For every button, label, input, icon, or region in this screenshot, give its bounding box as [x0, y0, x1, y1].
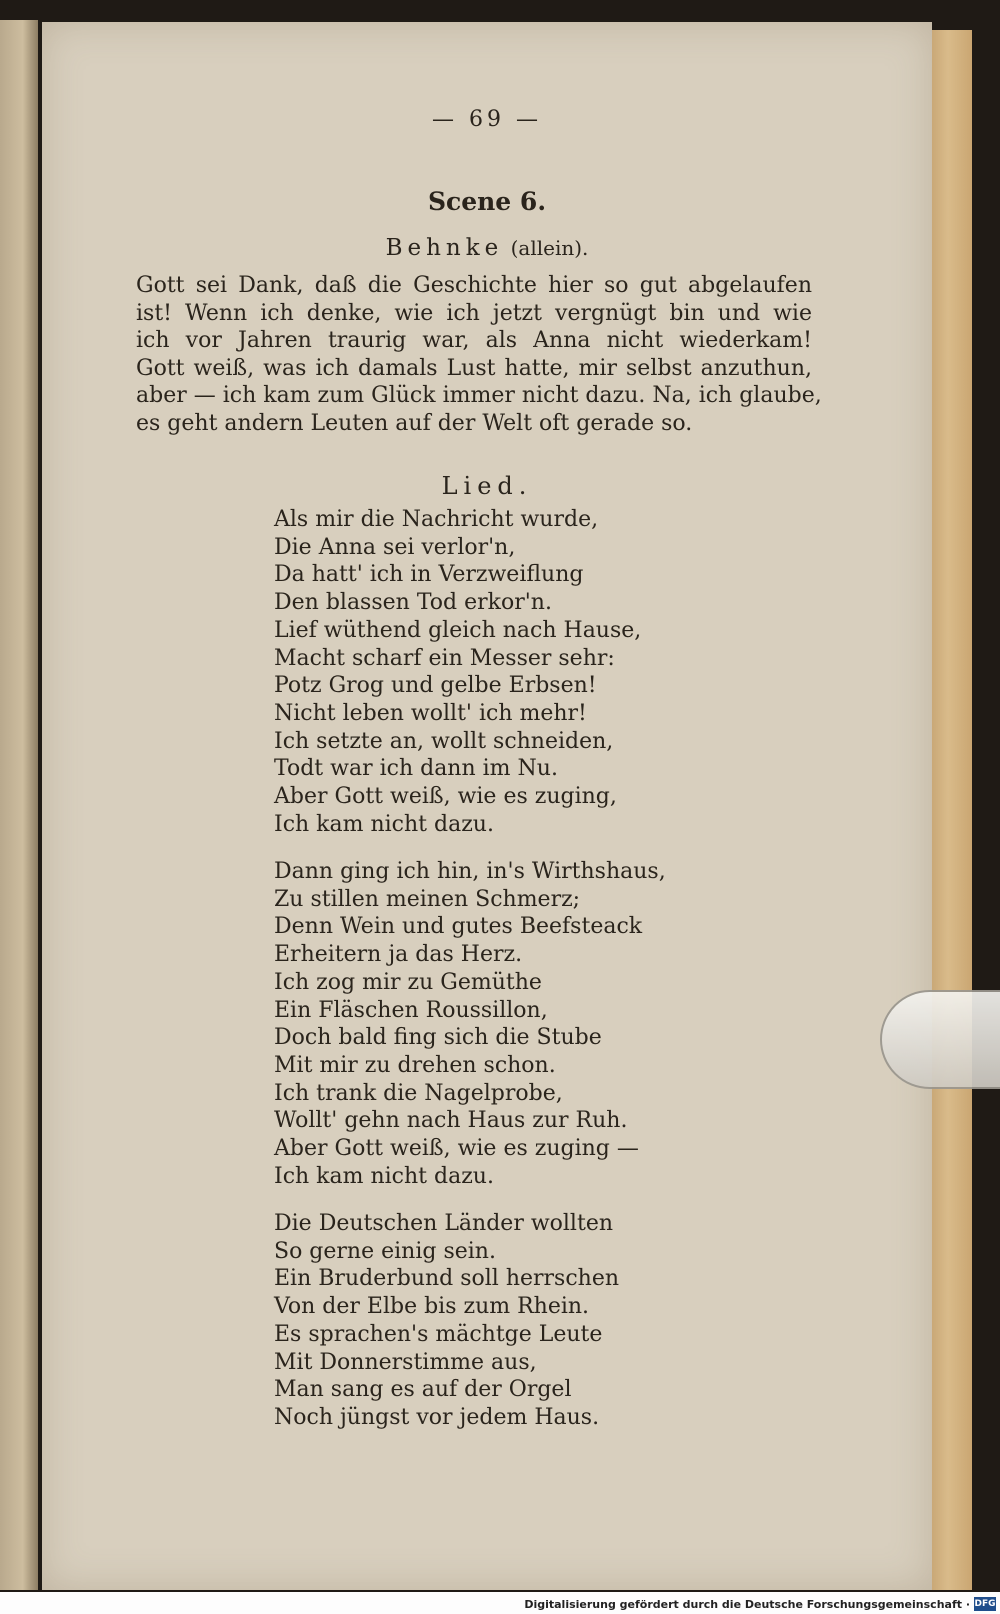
- verse-line: Den blassen Tod erkor'n.: [274, 590, 552, 616]
- verse-line: Todt war ich dann im Nu.: [274, 756, 558, 782]
- verse-line: Ich zog mir zu Gemüthe: [274, 969, 542, 995]
- verse-line: Dann ging ich hin, in's Wirthshaus,: [274, 859, 666, 884]
- verse-line: So gerne einig sein.: [274, 1238, 496, 1264]
- verse-line: Denn Wein und gutes Beefsteack: [274, 914, 643, 940]
- prose-line: es geht andern Leuten auf der Welt oft gerade so.: [136, 410, 693, 436]
- scene-title: Scene 6.: [427, 187, 547, 216]
- verse-line: Mit mir zu drehen schon.: [274, 1052, 556, 1078]
- verse-line: Aber Gott weiß, wie es zuging —: [274, 1136, 639, 1162]
- speaker-name: Behnke: [385, 235, 504, 261]
- verse-line: Da hatt' ich in Verzweiflung: [274, 562, 584, 588]
- verse-line: Es sprachen's mächtge Leute: [274, 1321, 603, 1347]
- verse-line: Aber Gott weiß, wie es zuging,: [274, 784, 617, 810]
- verse-line: Ein Fläschen Roussillon,: [274, 997, 548, 1023]
- page-clip: [880, 990, 1000, 1089]
- speaker-heading: [42, 235, 932, 261]
- stanza-2: [274, 858, 666, 1190]
- facing-page-edge: [0, 20, 38, 1590]
- page-stack-edge: [932, 30, 972, 1590]
- verse-line: Ich kam nicht dazu.: [274, 811, 494, 837]
- verse-line: Ich kam nicht dazu.: [274, 1163, 494, 1189]
- verse-line: Die Anna sei verlor'n,: [274, 534, 516, 560]
- verse-line: Noch jüngst vor jedem Haus.: [274, 1404, 600, 1430]
- stanza-1: [274, 506, 641, 838]
- verse-line: Ich trank die Nagelprobe,: [274, 1080, 563, 1106]
- verse-line: Doch bald fing sich die Stube: [274, 1025, 602, 1051]
- stage-direction: (allein).: [510, 236, 589, 260]
- verse-line: Nicht leben wollt' ich mehr!: [274, 700, 587, 726]
- prose-line: aber — ich kam zum Glück immer nicht dazu. Na, ich glaube,: [136, 383, 822, 409]
- verse-line: Mit Donnerstimme aus,: [274, 1349, 537, 1375]
- verse-line: Wollt' gehn nach Haus zur Ruh.: [274, 1108, 628, 1134]
- verse-line: Potz Grog und gelbe Erbsen!: [274, 673, 597, 699]
- verse-line: Als mir die Nachricht wurde,: [274, 507, 599, 532]
- dfg-logo: DFG: [974, 1599, 996, 1609]
- verse-line: Ich setzte an, wollt schneiden,: [274, 728, 614, 754]
- verse-line: Zu stillen meinen Schmerz;: [274, 886, 581, 912]
- verse-line: Lief wüthend gleich nach Hause,: [274, 617, 642, 643]
- book-page: [42, 22, 932, 1590]
- verse-line: Erheitern ja das Herz.: [274, 942, 523, 968]
- song-title: Lied.: [441, 472, 533, 500]
- verse-line: Von der Elbe bis zum Rhein.: [274, 1294, 590, 1320]
- prose-line: ist! Wenn ich denke, wie ich jetzt vergnügt bin und wie: [136, 300, 812, 326]
- verse-line: Ein Bruderbund soll herrschen: [274, 1266, 620, 1292]
- prose-line: Gott sei Dank, daß die Geschichte hier so gut abgelaufen: [136, 273, 812, 298]
- digitization-footer: [0, 1592, 1000, 1614]
- verse-line: Macht scharf ein Messer sehr:: [274, 645, 615, 671]
- prose-line: ich vor Jahren traurig war, als Anna nicht wiederkam!: [136, 328, 812, 354]
- monologue-paragraph: [136, 272, 822, 438]
- stanza-3: [274, 1210, 619, 1432]
- page-number: — 69 —: [432, 107, 542, 132]
- prose-line: Gott weiß, was ich damals Lust hatte, mir selbst anzuthun,: [136, 355, 812, 381]
- verse-line: Die Deutschen Länder wollten: [274, 1211, 614, 1236]
- verse-line: Man sang es auf der Orgel: [274, 1377, 572, 1403]
- funding-credit: Digitalisierung gefördert durch die Deutsche Forschungsgemeinschaft ·: [524, 1598, 970, 1611]
